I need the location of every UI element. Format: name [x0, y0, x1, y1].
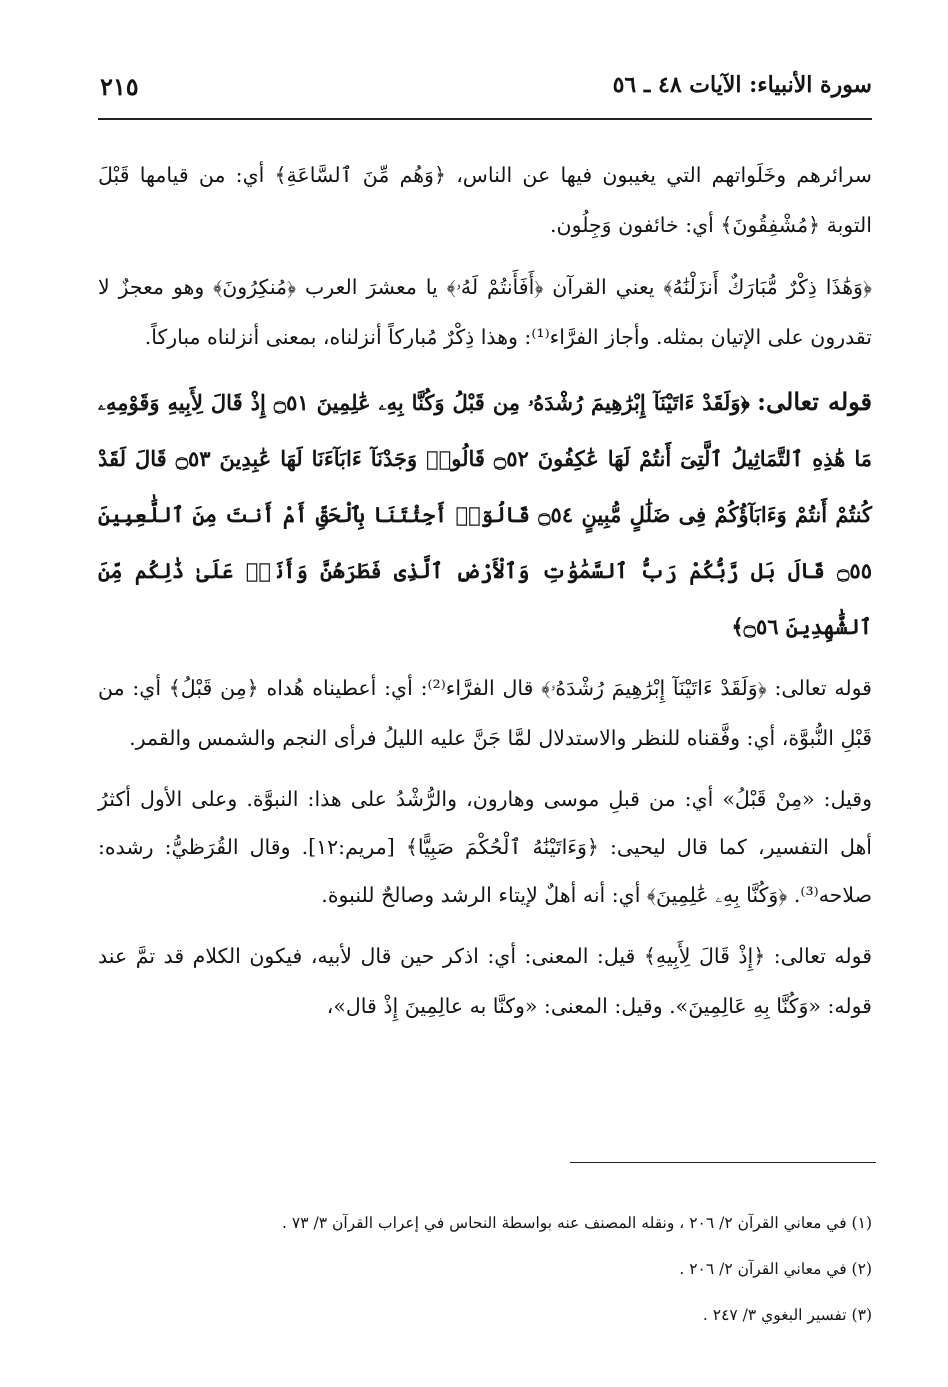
paragraph-2: ﴿وَهَٰذَا ذِكْرٌ مُّبَارَكٌ أَنزَلْنَٰهُ﴾ يعني القرآن ﴿أَفَأَنتُمْ لَهُۥ﴾ يا معشرَ العرب ﴿مُنكِرُونَ﴾ وهو معجزٌ لا تقدرون على الإتيان بمثله. وأجاز الفرَّاء⁽¹⁾: وهذا ذِكْرٌ مُباركاً أنزلناه، بمعنى أنزلناه مباركاً. — [98, 275, 872, 349]
paragraph-3: قوله تعالى: ﴿وَلَقَدْ ءَاتَيْنَآ إِبْرَٰهِيمَ رُشْدَهُۥ﴾ قال الفرَّاء⁽²⁾: أي: أعطيناه هُداه ﴿مِن قَبْلُ﴾ أي: من قَبْلِ النُّبوَّة، أي: وفَّقناه للنظر والاستدلال لمَّا جَنَّ عليه الليلُ فرأى النجم والشمس والقمر. — [98, 676, 872, 750]
paragraph-4: وقيل: «مِنْ قَبْلُ» أي: من قبلِ موسى وهارون، والرُّشْدُ على هذا: النبوَّة. وعلى الأول أكثرُ أهل التفسير، كما قال ليحيى: ﴿وَءَاتَيْنَٰهُ ٱلْحُكْمَ صَبِيًّا﴾ [مريم:١٢]. وقال القُرَظيُّ: رشده: صلاحه⁽³⁾. ﴿وَكُنَّا بِهِۦ عَٰلِمِينَ﴾ أي: أنه أهلٌ لإيتاء الرشد وصالحٌ للنبوة. — [98, 787, 872, 907]
paragraph-1: سرائرهم وخَلَواتهم التي يغيبون فيها عن الناس، ﴿وَهُم مِّنَ ٱلسَّاعَةِ﴾ أي: من قيامها قَبْلَ التوبة ﴿مُشْفِقُونَ﴾ أي: خائفون وَجِلُون. — [98, 163, 872, 237]
footnotes — [98, 1200, 872, 1338]
verse-lead-label: قوله تعالى: — [757, 387, 873, 416]
paragraph-5: قوله تعالى: ﴿إِذْ قَالَ لِأَبِيهِ﴾ قيل: المعنى: أي: اذكر حين قال لأبيه، فيكون الكلام قد تمَّ عند قوله: «وَكُنَّا بِهِ عَالِمِينَ». وقيل: المعنى: «وكنَّا به عالِمِينَ إِذْ قال»، — [98, 944, 872, 1018]
footnote-2: (٢) في معاني القرآن ٢/ ٢٠٦ . — [679, 1260, 872, 1278]
page-number: ٢١٥ — [100, 72, 139, 101]
quran-verse-block — [98, 374, 872, 655]
main-text — [98, 150, 872, 1043]
quran-verse-text: ﴿وَلَقَدْ ءَاتَيْنَآ إِبْرَٰهِيمَ رُشْدَهُۥ مِن قَبْلُ وَكُنَّا بِهِۦ عَٰلِمِينَ ۝٥١ إِذْ قَالَ لِأَبِيهِ وَقَوْمِهِۦ مَا هَٰذِهِ ٱلتَّمَاثِيلُ ٱلَّتِىٓ أَنتُمْ لَهَا عَٰكِفُونَ ۝٥٢ قَالُوا۟ وَجَدْنَآ ءَابَآءَنَا لَهَا عَٰبِدِينَ ۝٥٣ قَالَ لَقَدْ كُنتُمْ أَنتُمْ وَءَابَآؤُكُمْ فِى ضَلَٰلٍ مُّبِينٍ ۝٥٤ قَالُوٓا۟ أَجِئْتَنَا بِٱلْحَقِّ أَمْ أَنتَ مِنَ ٱللَّٰعِبِينَ ۝٥٥ قَالَ بَل رَّبُّكُمْ رَبُّ ٱلسَّمَٰوَٰتِ وَٱلْأَرْضِ ٱلَّذِى فَطَرَهُنَّ وَأَنَا۠ عَلَىٰ ذَٰلِكُم مِّنَ ٱلشَّٰهِدِينَ ۝٥٦﴾ — [98, 390, 872, 639]
page-header — [98, 66, 872, 120]
footnote-1: (١) في معاني القرآن ٢/ ٢٠٦ ، ونقله المصنف عنه بواسطة النحاس في إعراب القرآن ٣/ ٧٣ . — [282, 1214, 872, 1232]
running-title: سورة الأنبياء: الآيات ٤٨ ـ ٥٦ — [612, 72, 872, 98]
footnote-3: (٣) تفسير البغوي ٣/ ٢٤٧ . — [702, 1306, 872, 1324]
footnote-separator — [570, 1162, 876, 1163]
